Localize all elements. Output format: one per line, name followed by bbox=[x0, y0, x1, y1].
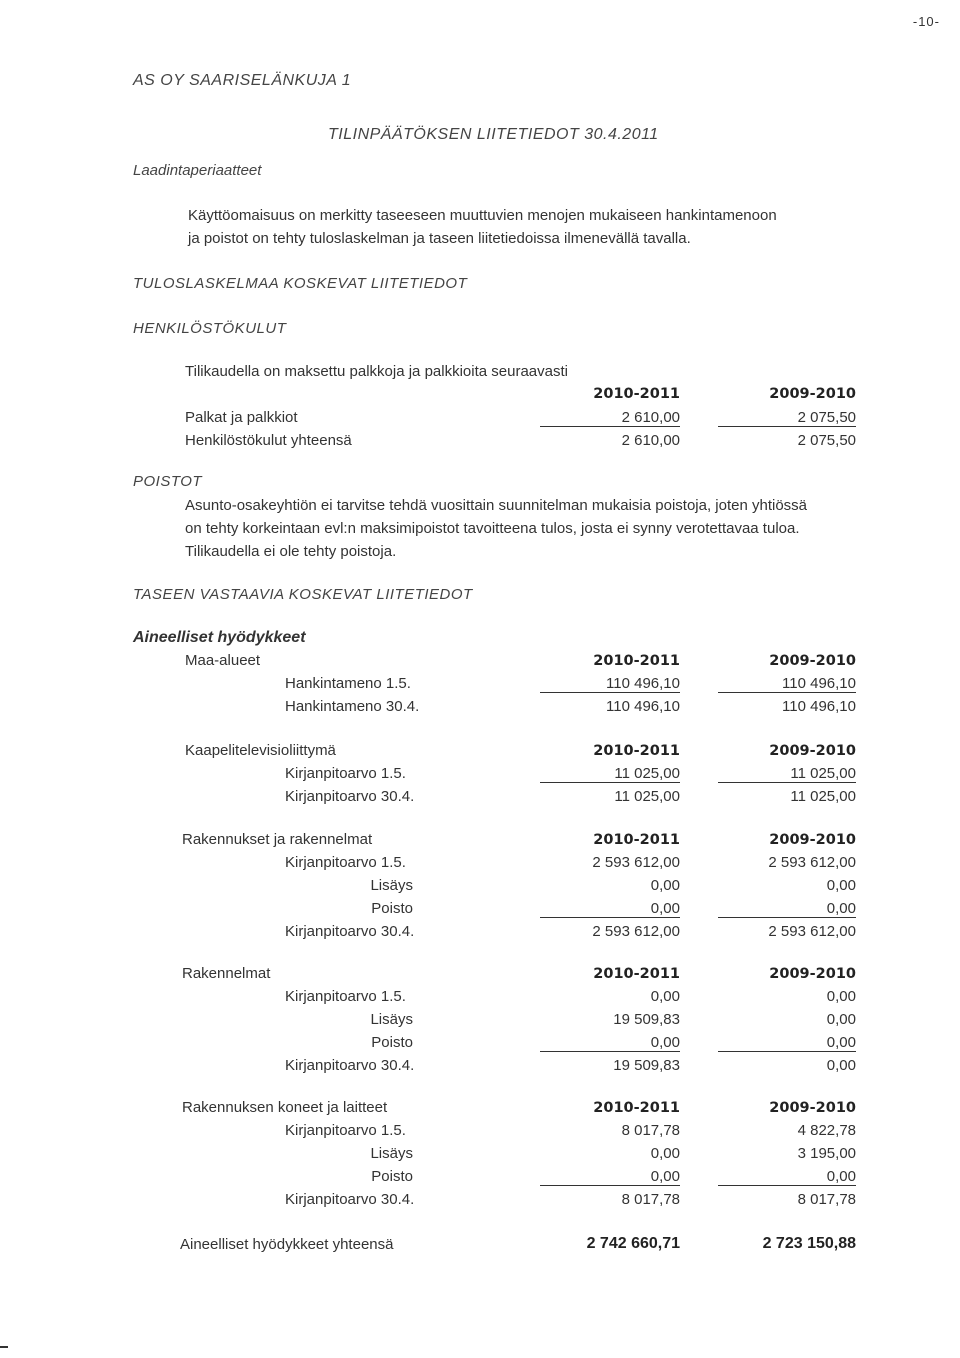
rakennelmat-row-label: Lisäys bbox=[370, 1011, 413, 1028]
rakennukset-year-previous: 2009-2010 bbox=[769, 832, 856, 848]
rakennukset-row-label: Lisäys bbox=[370, 877, 413, 894]
koneet-row-previous: 0,00 bbox=[718, 1168, 856, 1186]
rakennelmat-row-current: 19 509,83 bbox=[613, 1011, 680, 1028]
koneet-year-previous: 2009-2010 bbox=[769, 1100, 856, 1116]
rakennukset-year-current: 2010-2011 bbox=[593, 832, 680, 848]
rakennelmat-row-current: 0,00 bbox=[540, 1034, 680, 1052]
rakennukset-title: Rakennukset ja rakennelmat bbox=[182, 831, 373, 848]
kaapeli-title: Kaapelitelevisioliittymä bbox=[185, 742, 336, 759]
rakennelmat-row-previous: 0,00 bbox=[826, 1057, 856, 1074]
koneet-row-current: 0,00 bbox=[650, 1145, 680, 1162]
rakennelmat-row-current: 19 509,83 bbox=[613, 1057, 680, 1074]
rakennukset-row-previous: 0,00 bbox=[718, 900, 856, 918]
henkilostokulut-current: 2 610,00 bbox=[621, 432, 680, 449]
rakennukset-row-label: Kirjanpitoarvo 30.4. bbox=[285, 923, 415, 940]
kaapeli-row-current: 11 025,00 bbox=[614, 788, 680, 805]
rakennukset-row-current: 0,00 bbox=[650, 877, 680, 894]
maa-alueet-row-label: Hankintameno 30.4. bbox=[285, 698, 420, 715]
koneet-year-current: 2010-2011 bbox=[593, 1100, 680, 1116]
palkat-current: 2 610,00 bbox=[540, 409, 680, 427]
maa-alueet-year-current: 2010-2011 bbox=[593, 653, 680, 669]
rakennukset-row-label: Poisto bbox=[371, 900, 413, 917]
kaapeli-row-label: Kirjanpitoarvo 30.4. bbox=[285, 788, 415, 805]
henkilostokulut-label: Henkilöstökulut yhteensä bbox=[185, 432, 352, 449]
kaapeli-year-previous: 2009-2010 bbox=[769, 743, 856, 759]
rakennelmat-row-current: 0,00 bbox=[650, 988, 680, 1005]
palkat-previous: 2 075,50 bbox=[718, 409, 856, 427]
koneet-row-label: Lisäys bbox=[370, 1145, 413, 1162]
maa-alueet-row-current: 110 496,10 bbox=[540, 675, 680, 693]
koneet-row-label: Kirjanpitoarvo 1.5. bbox=[285, 1122, 406, 1139]
company-name: AS OY SAARISELÄNKUJA 1 bbox=[133, 72, 352, 89]
koneet-row-current: 8 017,78 bbox=[621, 1122, 680, 1139]
koneet-row-previous: 3 195,00 bbox=[797, 1145, 856, 1162]
maa-alueet-row-previous: 110 496,10 bbox=[782, 698, 856, 715]
kaapeli-row-label: Kirjanpitoarvo 1.5. bbox=[285, 765, 406, 782]
rakennelmat-row-previous: 0,00 bbox=[826, 1011, 856, 1028]
koneet-row-label: Kirjanpitoarvo 30.4. bbox=[285, 1191, 415, 1208]
tase-heading: TASEEN VASTAAVIA KOSKEVAT LIITETIEDOT bbox=[133, 586, 473, 603]
poistot-line1: Asunto-osakeyhtiön ei tarvitse tehdä vuosittain suunnitelman mukaisia poistoja, joten yhtiössä bbox=[185, 497, 808, 514]
koneet-row-current: 8 017,78 bbox=[621, 1191, 680, 1208]
koneet-row-previous: 4 822,78 bbox=[797, 1122, 856, 1139]
koneet-row-previous: 8 017,78 bbox=[797, 1191, 856, 1208]
rakennukset-row-previous: 2 593 612,00 bbox=[768, 923, 856, 940]
palkat-label: Palkat ja palkkiot bbox=[185, 409, 298, 426]
tulos-heading: TULOSLASKELMAA KOSKEVAT LIITETIEDOT bbox=[133, 275, 468, 292]
henkilosto-heading: HENKILÖSTÖKULUT bbox=[133, 320, 287, 337]
tulos-year-current: 2010-2011 bbox=[593, 386, 680, 402]
koneet-title: Rakennuksen koneet ja laitteet bbox=[182, 1099, 388, 1116]
rakennelmat-row-previous: 0,00 bbox=[826, 988, 856, 1005]
henkilostokulut-previous: 2 075,50 bbox=[797, 432, 856, 449]
tulos-year-previous: 2009-2010 bbox=[769, 386, 856, 402]
page-number: -10- bbox=[912, 14, 940, 29]
kaapeli-year-current: 2010-2011 bbox=[593, 743, 680, 759]
scan-edge-mark bbox=[0, 1346, 8, 1348]
rakennukset-row-current: 0,00 bbox=[540, 900, 680, 918]
total-previous: 2 723 150,88 bbox=[762, 1235, 856, 1252]
rakennelmat-row-label: Poisto bbox=[371, 1034, 413, 1051]
rakennukset-row-previous: 2 593 612,00 bbox=[768, 854, 856, 871]
rakennukset-row-previous: 0,00 bbox=[826, 877, 856, 894]
maa-alueet-row-current: 110 496,10 bbox=[606, 698, 680, 715]
rakennukset-row-current: 2 593 612,00 bbox=[592, 854, 680, 871]
maa-alueet-year-previous: 2009-2010 bbox=[769, 653, 856, 669]
maa-alueet-row-previous: 110 496,10 bbox=[718, 675, 856, 693]
total-label: Aineelliset hyödykkeet yhteensä bbox=[180, 1236, 394, 1253]
kaapeli-row-previous: 11 025,00 bbox=[718, 765, 856, 783]
rakennelmat-row-label: Kirjanpitoarvo 30.4. bbox=[285, 1057, 415, 1074]
kaapeli-row-current: 11 025,00 bbox=[540, 765, 680, 783]
laadinta-heading: Laadintaperiaatteet bbox=[133, 162, 262, 179]
poistot-line2: on tehty korkeintaan evl:n maksimipoistot tavoitteena tulos, josta ei synny verotettavaa tuloa. bbox=[185, 520, 800, 537]
poistot-heading: POISTOT bbox=[133, 473, 203, 490]
rakennukset-row-label: Kirjanpitoarvo 1.5. bbox=[285, 854, 406, 871]
rakennelmat-year-current: 2010-2011 bbox=[593, 966, 680, 982]
rakennelmat-row-previous: 0,00 bbox=[718, 1034, 856, 1052]
maa-alueet-row-label: Hankintameno 1.5. bbox=[285, 675, 411, 692]
koneet-row-current: 0,00 bbox=[540, 1168, 680, 1186]
document-title: TILINPÄÄTÖKSEN LIITETIEDOT 30.4.2011 bbox=[328, 126, 659, 143]
koneet-row-label: Poisto bbox=[371, 1168, 413, 1185]
rakennukset-row-current: 2 593 612,00 bbox=[592, 923, 680, 940]
kaapeli-row-previous: 11 025,00 bbox=[790, 788, 856, 805]
rakennelmat-title: Rakennelmat bbox=[182, 965, 271, 982]
aineelliset-heading: Aineelliset hyödykkeet bbox=[133, 629, 306, 646]
laadinta-text-line2: ja poistot on tehty tuloslaskelman ja taseen liitetiedoissa ilmenevällä tavalla. bbox=[188, 230, 691, 247]
laadinta-text-line1: Käyttöomaisuus on merkitty taseeseen muuttuvien menojen mukaiseen hankintamenoon bbox=[188, 207, 777, 224]
poistot-line3: Tilikaudella ei ole tehty poistoja. bbox=[185, 543, 397, 560]
rakennelmat-row-label: Kirjanpitoarvo 1.5. bbox=[285, 988, 406, 1005]
rakennelmat-year-previous: 2009-2010 bbox=[769, 966, 856, 982]
tulos-intro: Tilikaudella on maksettu palkkoja ja palkkioita seuraavasti bbox=[185, 363, 568, 380]
maa-alueet-title: Maa-alueet bbox=[185, 652, 261, 669]
total-current: 2 742 660,71 bbox=[586, 1235, 680, 1252]
